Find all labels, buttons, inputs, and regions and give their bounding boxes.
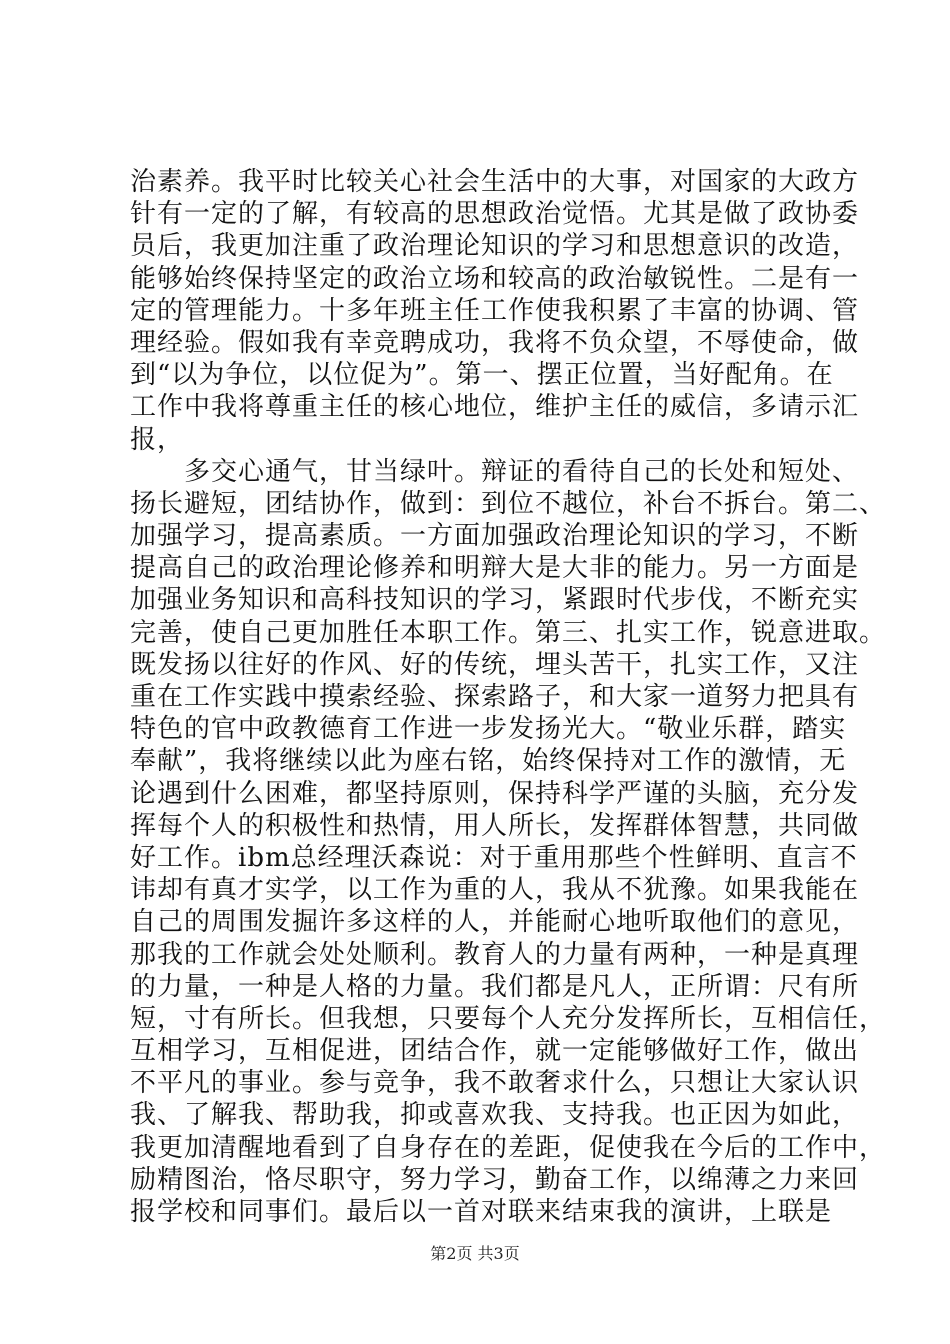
text-line: 报学校和同事们。最后以一首对联来结束我的演讲，上联是 <box>130 1197 833 1227</box>
text-line: 的力量，一种是人格的力量。我们都是凡人，正所谓：尺有所 <box>130 971 860 1002</box>
text-line: 扬长避短，团结协作，做到：到位不越位，补台不拆台。第二、 <box>130 488 887 519</box>
text-line: 定的管理能力。十多年班主任工作使我积累了丰富的协调、管 <box>130 295 860 326</box>
text-line: 互相学习，互相促进，团结合作，就一定能够做好工作，做出 <box>130 1036 860 1067</box>
text-line: 针有一定的了解，有较高的思想政治觉悟。尤其是做了政协委 <box>130 199 860 230</box>
text-line: 好工作。ibm总经理沃森说：对于重用那些个性鲜明、直言不 <box>130 842 858 873</box>
text-line: 加强业务知识和高科技知识的学习，紧跟时代步伐，不断充实 <box>130 585 860 616</box>
text-line: 多交心通气，甘当绿叶。辩证的看待自己的长处和短处、 <box>130 456 860 487</box>
text-line: 到“以为争位，以位促为”。第一、摆正位置，当好配角。在 <box>130 360 834 391</box>
text-line: 不平凡的事业。参与竞争，我不敢奢求什么，只想让大家认识 <box>130 1068 860 1099</box>
text-line: 重在工作实践中摸索经验、探索路子，和大家一道努力把具有 <box>130 682 860 712</box>
text-line: 那我的工作就会处处顺利。教育人的力量有两种，一种是真理 <box>130 939 860 970</box>
text-line: 挥每个人的积极性和热情，用人所长，发挥群体智慧，共同做 <box>130 810 860 841</box>
text-line: 自己的周围发掘许多这样的人，并能耐心地听取他们的意见， <box>130 907 860 938</box>
page-number: 第2页 共3页 <box>430 1244 520 1263</box>
document-body <box>130 166 887 1228</box>
text-line: 员后，我更加注重了政治理论知识的学习和思想意识的改造， <box>130 231 860 262</box>
text-line: 短，寸有所长。但我想，只要每个人充分发挥所长，互相信任， <box>130 1003 887 1034</box>
text-line: 我更加清醒地看到了自身存在的差距，促使我在今后的工作中， <box>130 1132 887 1163</box>
text-line: 报， <box>130 424 185 455</box>
text-line: 加强学习，提高素质。一方面加强政治理论知识的学习，不断 <box>130 521 860 552</box>
text-line: 提高自己的政治理论修养和明辩大是大非的能力。另一方面是 <box>130 553 860 584</box>
text-line: 完善，使自己更加胜任本职工作。第三、扎实工作，锐意进取。 <box>130 617 887 648</box>
text-line: 论遇到什么困难，都坚持原则，保持科学严谨的头脑，充分发 <box>130 778 860 809</box>
text-line: 奉献”，我将继续以此为座右铭，始终保持对工作的激情，无 <box>130 746 847 777</box>
text-line: 特色的官中政教德育工作进一步发扬光大。“敬业乐群，踏实 <box>130 714 847 745</box>
text-line: 既发扬以往好的作风、好的传统，埋头苦干，扎实工作，又注 <box>130 649 860 680</box>
text-line: 励精图治，恪尽职守，努力学习，勤奋工作，以绵薄之力来回 <box>130 1164 860 1195</box>
page-footer <box>0 1241 950 1264</box>
text-line: 理经验。假如我有幸竞聘成功，我将不负众望，不辱使命，做 <box>130 327 860 358</box>
text-line: 工作中我将尊重主任的核心地位，维护主任的威信，多请示汇 <box>130 392 860 423</box>
text-line: 治素养。我平时比较关心社会生活中的大事，对国家的大政方 <box>130 167 860 197</box>
text-line: 讳却有真才实学，以工作为重的人，我从不犹豫。如果我能在 <box>130 875 860 906</box>
text-line: 我、了解我、帮助我，抑或喜欢我、支持我。也正因为如此， <box>130 1100 860 1131</box>
text-line: 能够始终保持坚定的政治立场和较高的政治敏锐性。二是有一 <box>130 263 860 294</box>
